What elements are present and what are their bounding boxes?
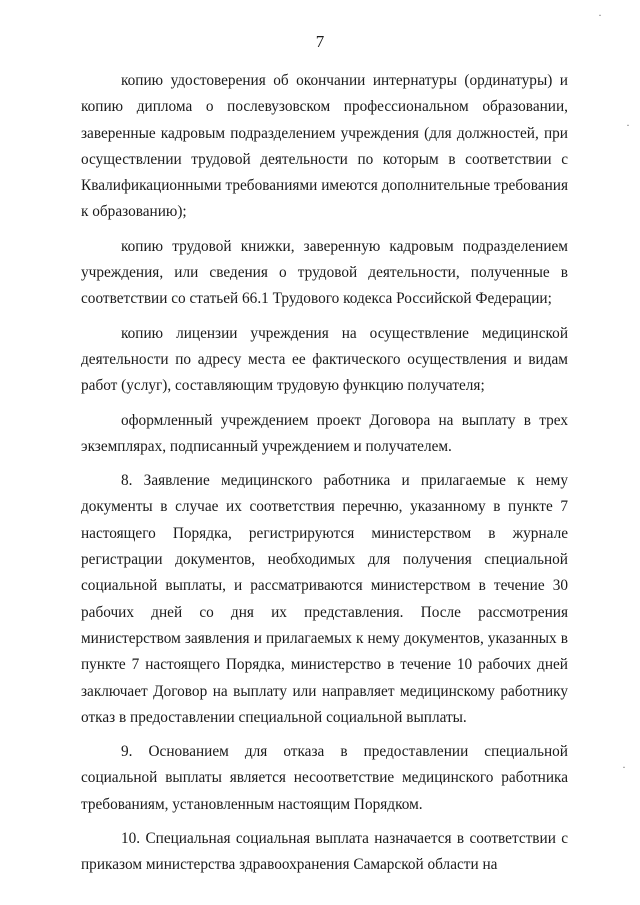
paragraph-item-10: 10. Специальная социальная выплата назначается в соответствии с приказом министерства здравоохранения Самарской области на — [81, 830, 568, 874]
scan-speck-mark: · — [626, 118, 630, 132]
page-number: 7 — [315, 32, 325, 51]
paragraph-internship-copy: копию удостоверения об окончании интернатуры (ординатуры) и копию диплома о послевузовском профессиональном образовании, заверенные кадровым подразделением учреждения (для должностей, при осуществлении трудовой деятельности по которым в соответствии с Квалификационными требованиями имеются дополнительные требования к образованию); — [81, 72, 568, 221]
paragraph-item-8: 8. Заявление медицинского работника и прилагаемые к нему документы в случае их соответствия перечню, указанному в пункте 7 настоящего Порядка, регистрируются министерством в журнале регистрации документов, необходимых для получения специальной социальной выплаты, и рассматриваются министерством в течение 30 рабочих дней со дня их представления. После рассмотрения министерством заявления и прилагаемых к нему документов, указанных в пункте 7 настоящего Порядка, министерство в течение 10 рабочих дней заключает Договор на выплату или направляет медицинскому работнику отказ в предоставлении специальной социальной выплаты. — [81, 472, 568, 726]
paragraph-item-9: 9. Основанием для отказа в предоставлении специальной социальной выплаты является несоответствие медицинского работника требованиям, установленным настоящим Порядком. — [81, 743, 568, 813]
scan-speck-mark: · — [598, 8, 602, 22]
document-body — [81, 68, 568, 879]
scan-speck-mark: · — [622, 760, 626, 774]
paragraph-contract-draft: оформленный учреждением проект Договора на выплату в трех экземплярах, подписанный учреждением и получателем. — [81, 411, 568, 455]
paragraph-workbook-copy: копию трудовой книжки, заверенную кадровым подразделением учреждения, или сведения о трудовой деятельности, полученные в соответствии со статьей 66.1 Трудового кодекса Российской Федерации; — [81, 237, 568, 308]
paragraph-license-copy: копию лицензии учреждения на осуществление медицинской деятельности по адресу места ее фактического осуществления и видам работ (услуг), составляющим трудовую функцию получателя; — [81, 324, 568, 395]
